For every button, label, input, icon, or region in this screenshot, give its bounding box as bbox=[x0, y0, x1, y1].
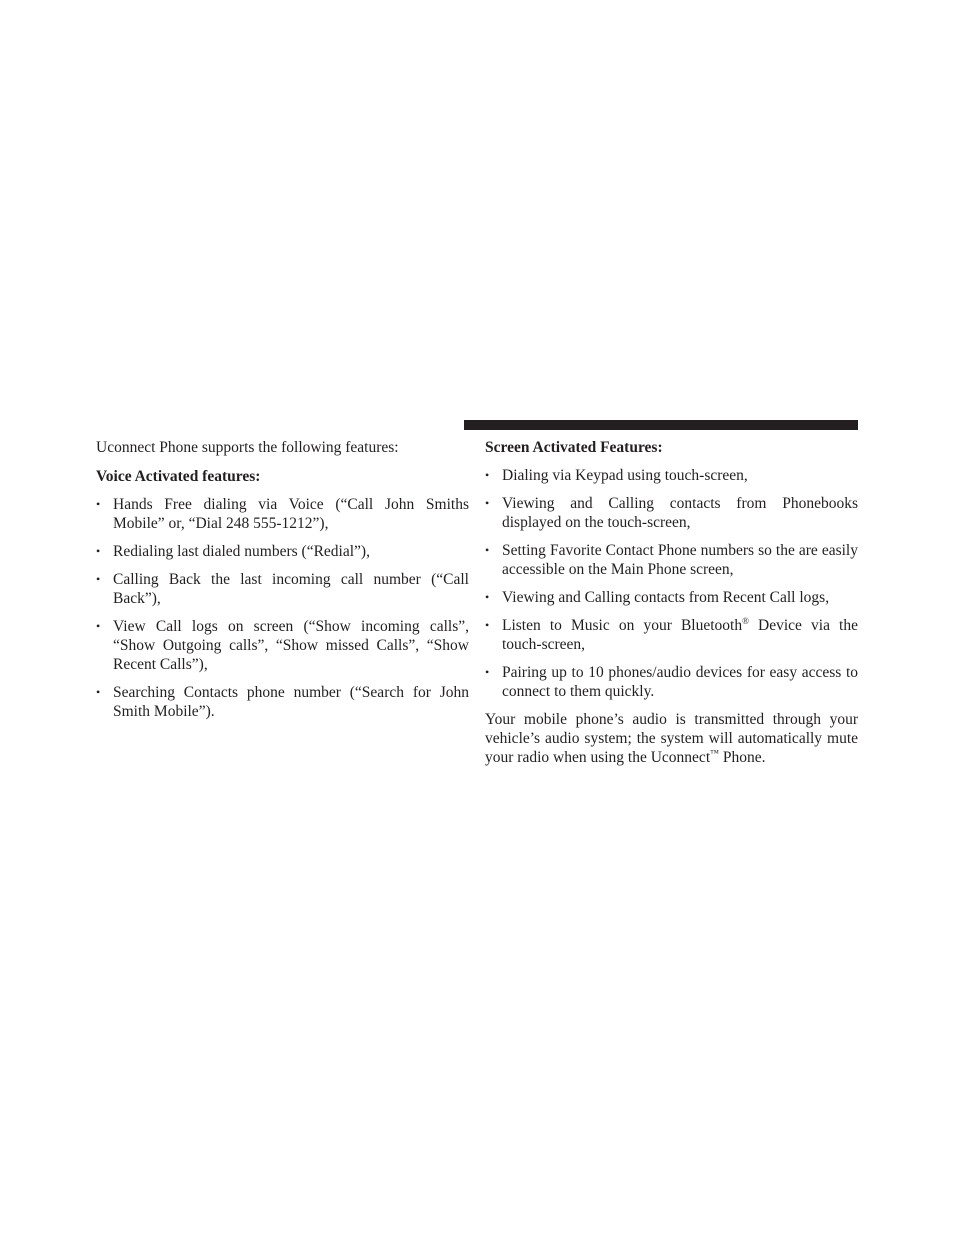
list-item bbox=[96, 683, 469, 721]
intro-paragraph: Uconnect Phone supports the following features: bbox=[96, 439, 399, 456]
list-item-text: View Call logs on screen (“Show incoming calls”, “Show Outgoing calls”, “Show missed Calls”, “Show Recent Calls”), bbox=[113, 618, 469, 673]
list-item bbox=[485, 541, 858, 579]
bullet-icon: • bbox=[485, 618, 490, 632]
right-column bbox=[485, 438, 858, 777]
bullet-icon: • bbox=[485, 543, 490, 557]
closing-paragraph bbox=[485, 710, 858, 767]
screen-features-heading: Screen Activated Features: bbox=[485, 439, 663, 456]
list-item bbox=[485, 663, 858, 701]
registered-mark: ® bbox=[742, 615, 749, 626]
list-item-text: Setting Favorite Contact Phone numbers so the are easily accessible on the Main Phone screen, bbox=[502, 542, 858, 578]
list-item bbox=[485, 588, 858, 607]
bullet-icon: • bbox=[485, 496, 490, 510]
closing-text-continued: Phone. bbox=[718, 749, 766, 766]
bullet-icon: • bbox=[96, 572, 101, 586]
trademark-mark: ™ bbox=[710, 747, 719, 758]
voice-features-heading: Voice Activated features: bbox=[96, 468, 261, 485]
bullet-icon: • bbox=[485, 665, 490, 679]
list-item-text: Redialing last dialed numbers (“Redial”), bbox=[113, 543, 370, 560]
list-item bbox=[96, 495, 469, 533]
bullet-icon: • bbox=[96, 619, 101, 633]
list-item-text: Searching Contacts phone number (“Search for John Smith Mobile”). bbox=[113, 684, 469, 720]
section-header-bar bbox=[464, 420, 858, 430]
list-item-text-continued: Device via the touch-screen, bbox=[502, 617, 858, 653]
list-item-text: Dialing via Keypad using touch-screen, bbox=[502, 467, 748, 484]
list-item bbox=[96, 542, 469, 561]
bullet-icon: • bbox=[96, 497, 101, 511]
closing-text: Your mobile phone’s audio is transmitted through your vehicle’s audio system; the system will automatically mute your radio when using the Uconnect bbox=[485, 711, 858, 766]
list-item bbox=[96, 570, 469, 608]
list-item-text: Listen to Music on your Bluetooth bbox=[502, 617, 743, 634]
list-item bbox=[485, 616, 858, 654]
list-item bbox=[485, 494, 858, 532]
list-item bbox=[96, 617, 469, 674]
bullet-icon: • bbox=[485, 468, 490, 482]
bullet-icon: • bbox=[96, 544, 101, 558]
bullet-icon: • bbox=[485, 590, 490, 604]
list-item-text: Viewing and Calling contacts from Phonebooks displayed on the touch-screen, bbox=[502, 495, 858, 531]
list-item-text: Calling Back the last incoming call number (“Call Back”), bbox=[113, 571, 469, 607]
left-column bbox=[96, 438, 469, 730]
voice-features-list bbox=[96, 495, 469, 721]
bullet-icon: • bbox=[96, 685, 101, 699]
list-item bbox=[485, 466, 858, 485]
screen-features-list bbox=[485, 466, 858, 701]
list-item-text: Pairing up to 10 phones/audio devices for easy access to connect to them quickly. bbox=[502, 664, 858, 700]
list-item-text: Hands Free dialing via Voice (“Call John Smiths Mobile” or, “Dial 248 555-1212”), bbox=[113, 496, 469, 532]
list-item-text: Viewing and Calling contacts from Recent Call logs, bbox=[502, 589, 830, 606]
